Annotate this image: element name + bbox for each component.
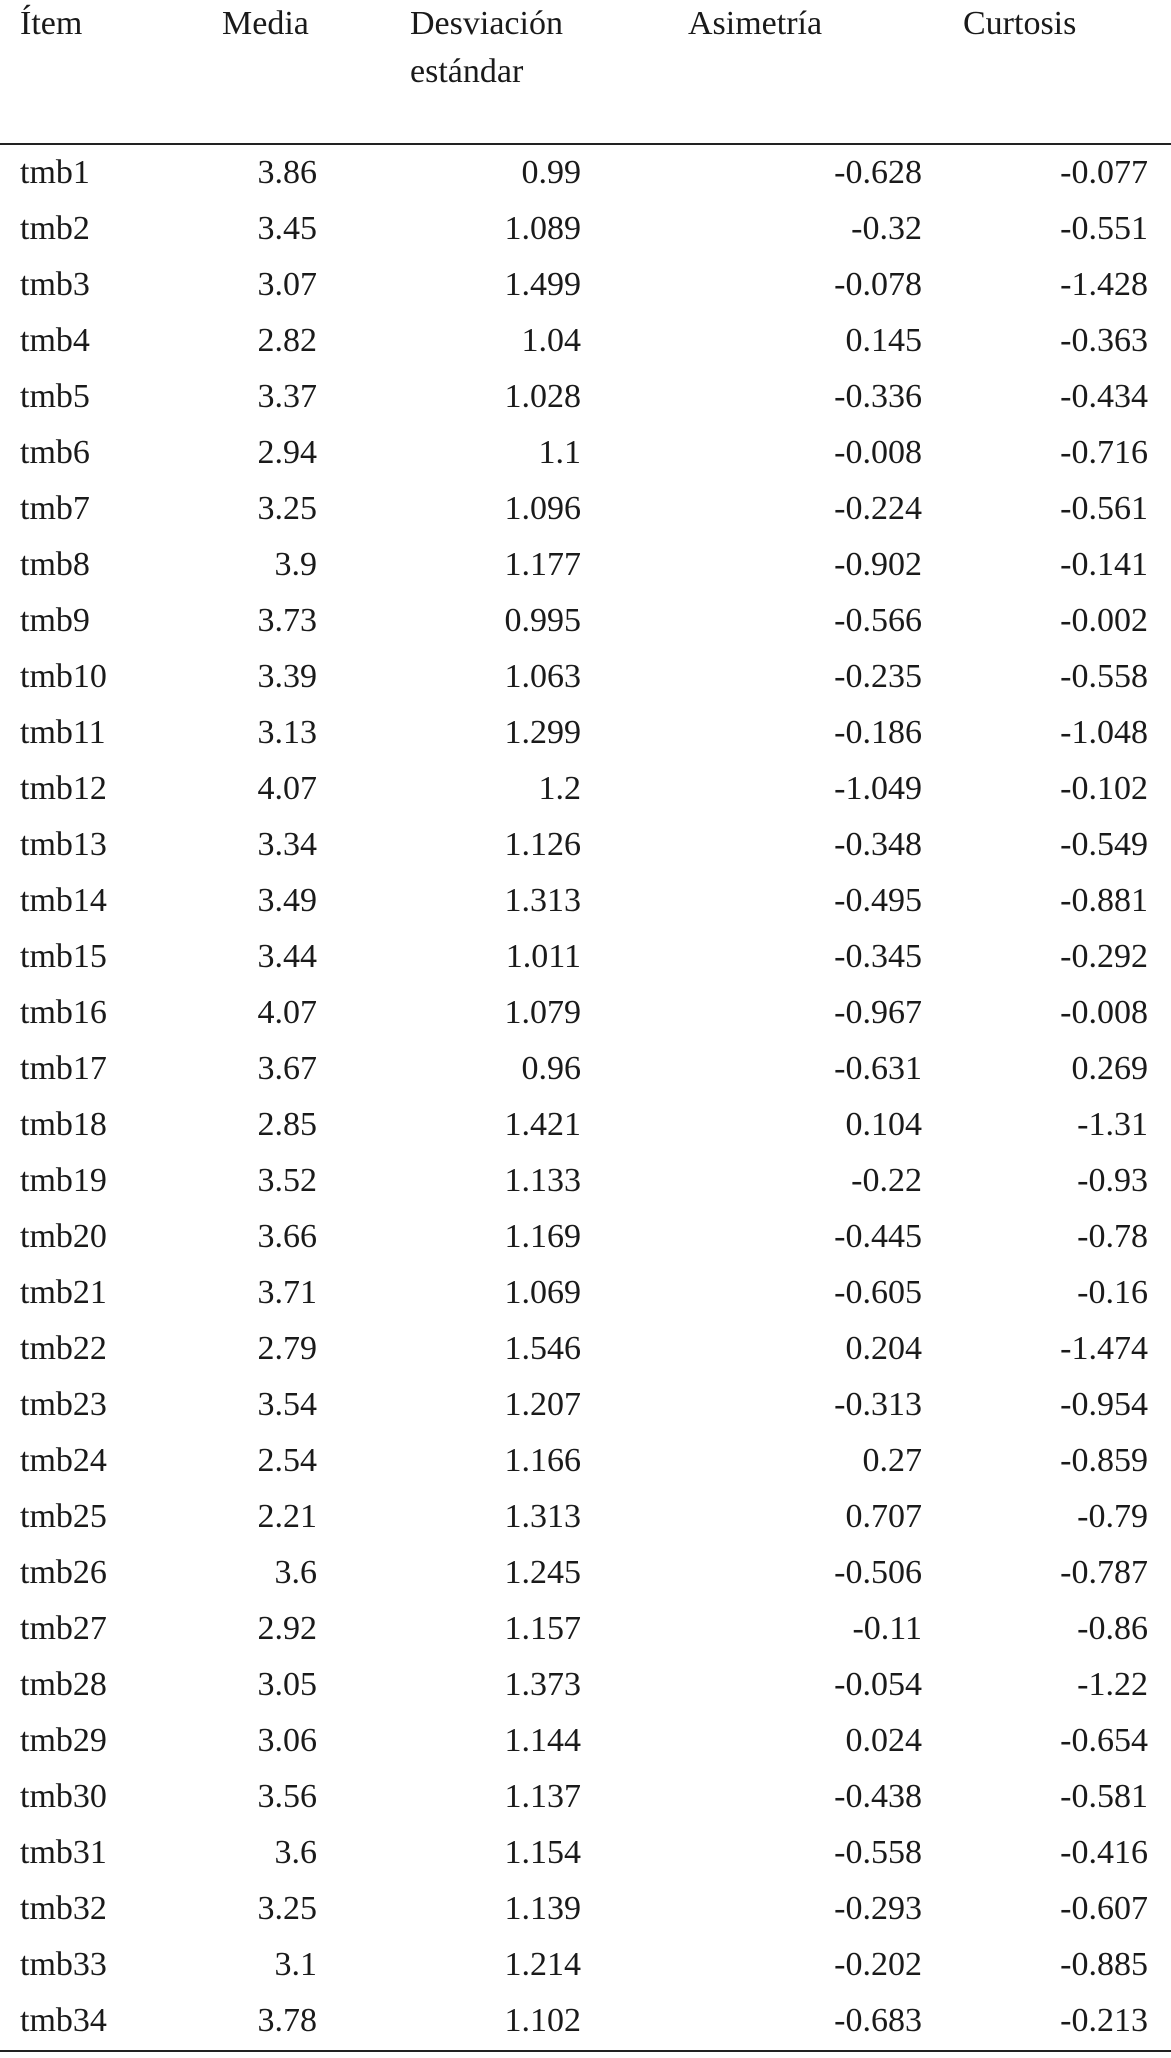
cell-media: 3.06: [257, 1722, 317, 1759]
cell-media: 3.6: [274, 1834, 317, 1871]
cell-media: 2.94: [257, 434, 317, 471]
cell-desviacion: 1.144: [504, 1722, 581, 1759]
cell-media: 3.54: [257, 1386, 317, 1423]
cell-media: 3.52: [257, 1162, 317, 1199]
cell-curtosis: -0.787: [1060, 1554, 1148, 1591]
cell-curtosis: -0.78: [1077, 1218, 1148, 1255]
cell-desviacion: 1.313: [504, 882, 581, 919]
table-row: [0, 1993, 1171, 2049]
cell-asimetria: -0.078: [834, 266, 922, 303]
cell-curtosis: -0.363: [1060, 322, 1148, 359]
cell-curtosis: 0.269: [1071, 1050, 1148, 1087]
cell-desviacion: 1.313: [504, 1498, 581, 1535]
cell-asimetria: 0.104: [845, 1106, 922, 1143]
cell-desviacion: 1.207: [504, 1386, 581, 1423]
cell-asimetria: -0.202: [834, 1946, 922, 1983]
table-row: [0, 369, 1171, 425]
cell-curtosis: -0.79: [1077, 1498, 1148, 1535]
cell-desviacion: 1.137: [504, 1778, 581, 1815]
cell-media: 4.07: [257, 994, 317, 1031]
cell-item: tmb3: [20, 266, 90, 303]
cell-desviacion: 1.373: [504, 1666, 581, 1703]
cell-item: tmb21: [20, 1274, 107, 1311]
cell-curtosis: -1.048: [1060, 714, 1148, 751]
cell-curtosis: -0.558: [1060, 658, 1148, 695]
cell-desviacion: 1.166: [504, 1442, 581, 1479]
cell-asimetria: 0.707: [845, 1498, 922, 1535]
cell-curtosis: -0.16: [1077, 1274, 1148, 1311]
header-desviacion-line1: Desviación: [410, 5, 563, 42]
bottom-rule: [0, 2050, 1171, 2052]
cell-asimetria: -0.313: [834, 1386, 922, 1423]
cell-curtosis: -0.86: [1077, 1610, 1148, 1647]
cell-item: tmb4: [20, 322, 90, 359]
cell-asimetria: -0.902: [834, 546, 922, 583]
cell-asimetria: -0.967: [834, 994, 922, 1031]
cell-item: tmb27: [20, 1610, 107, 1647]
cell-asimetria: 0.27: [862, 1442, 922, 1479]
table-row: [0, 593, 1171, 649]
table-body: [0, 145, 1171, 2049]
cell-desviacion: 1.069: [504, 1274, 581, 1311]
header-asimetria: Asimetría: [688, 5, 823, 42]
cell-curtosis: -1.428: [1060, 266, 1148, 303]
cell-desviacion: 1.102: [504, 2002, 581, 2039]
cell-media: 3.45: [257, 210, 317, 247]
cell-item: tmb24: [20, 1442, 107, 1479]
header-media: Media: [222, 5, 309, 42]
cell-media: 3.67: [257, 1050, 317, 1087]
cell-curtosis: -0.549: [1060, 826, 1148, 863]
cell-item: tmb28: [20, 1666, 107, 1703]
table-row: [0, 425, 1171, 481]
cell-desviacion: 1.421: [504, 1106, 581, 1143]
cell-media: 3.37: [257, 378, 317, 415]
cell-asimetria: -0.22: [851, 1162, 922, 1199]
cell-asimetria: -0.631: [834, 1050, 922, 1087]
cell-asimetria: -0.605: [834, 1274, 922, 1311]
cell-item: tmb16: [20, 994, 107, 1031]
cell-media: 3.9: [274, 546, 317, 583]
cell-desviacion: 1.139: [504, 1890, 581, 1927]
cell-media: 3.13: [257, 714, 317, 751]
cell-asimetria: 0.145: [845, 322, 922, 359]
cell-desviacion: 1.169: [504, 1218, 581, 1255]
cell-curtosis: -0.581: [1060, 1778, 1148, 1815]
cell-media: 2.79: [257, 1330, 317, 1367]
table-row: [0, 873, 1171, 929]
cell-desviacion: 0.96: [521, 1050, 581, 1087]
cell-media: 3.25: [257, 1890, 317, 1927]
cell-asimetria: -0.445: [834, 1218, 922, 1255]
cell-curtosis: -0.008: [1060, 994, 1148, 1031]
cell-item: tmb19: [20, 1162, 107, 1199]
table-row: [0, 817, 1171, 873]
cell-item: tmb20: [20, 1218, 107, 1255]
cell-item: tmb29: [20, 1722, 107, 1759]
cell-item: tmb33: [20, 1946, 107, 1983]
cell-desviacion: 1.011: [505, 938, 581, 975]
cell-asimetria: -0.558: [834, 1834, 922, 1871]
cell-asimetria: -0.32: [851, 210, 922, 247]
cell-curtosis: -0.292: [1060, 938, 1148, 975]
cell-media: 3.6: [274, 1554, 317, 1591]
cell-desviacion: 1.028: [504, 378, 581, 415]
table-row: [0, 1713, 1171, 1769]
cell-desviacion: 1.04: [521, 322, 581, 359]
header-item: Ítem: [20, 5, 83, 42]
cell-curtosis: -0.716: [1060, 434, 1148, 471]
cell-media: 3.07: [257, 266, 317, 303]
cell-media: 3.49: [257, 882, 317, 919]
cell-media: 3.86: [257, 154, 317, 191]
cell-asimetria: -0.235: [834, 658, 922, 695]
cell-media: 3.66: [257, 1218, 317, 1255]
table-row: [0, 1545, 1171, 1601]
cell-item: tmb12: [20, 770, 107, 807]
cell-asimetria: -0.345: [834, 938, 922, 975]
cell-desviacion: 1.245: [504, 1554, 581, 1591]
cell-item: tmb17: [20, 1050, 107, 1087]
cell-media: 4.07: [257, 770, 317, 807]
cell-asimetria: -0.008: [834, 434, 922, 471]
cell-asimetria: -0.348: [834, 826, 922, 863]
cell-desviacion: 1.299: [504, 714, 581, 751]
cell-desviacion: 1.096: [504, 490, 581, 527]
cell-asimetria: -0.11: [852, 1610, 922, 1647]
table-row: [0, 537, 1171, 593]
cell-asimetria: -0.186: [834, 714, 922, 751]
cell-desviacion: 1.157: [504, 1610, 581, 1647]
cell-curtosis: -0.077: [1060, 154, 1148, 191]
cell-curtosis: -0.213: [1060, 2002, 1148, 2039]
cell-desviacion: 1.154: [504, 1834, 581, 1871]
cell-media: 3.44: [257, 938, 317, 975]
cell-media: 3.25: [257, 490, 317, 527]
table-row: [0, 929, 1171, 985]
cell-media: 3.1: [274, 1946, 317, 1983]
table-row: [0, 1097, 1171, 1153]
cell-item: tmb5: [20, 378, 90, 415]
header-desviacion: [410, 0, 650, 96]
cell-curtosis: -0.002: [1060, 602, 1148, 639]
cell-curtosis: -0.607: [1060, 1890, 1148, 1927]
cell-item: tmb2: [20, 210, 90, 247]
table-row: [0, 145, 1171, 201]
cell-curtosis: -0.654: [1060, 1722, 1148, 1759]
cell-curtosis: -0.885: [1060, 1946, 1148, 1983]
cell-asimetria: -0.438: [834, 1778, 922, 1815]
cell-item: tmb6: [20, 434, 90, 471]
cell-asimetria: -0.628: [834, 154, 922, 191]
cell-media: 2.54: [257, 1442, 317, 1479]
cell-curtosis: -0.102: [1060, 770, 1148, 807]
cell-item: tmb23: [20, 1386, 107, 1423]
cell-curtosis: -0.93: [1077, 1162, 1148, 1199]
cell-item: tmb14: [20, 882, 107, 919]
cell-desviacion: 0.995: [504, 602, 581, 639]
cell-asimetria: -0.293: [834, 1890, 922, 1927]
cell-item: tmb31: [20, 1834, 107, 1871]
cell-desviacion: 1.177: [504, 546, 581, 583]
cell-curtosis: -0.416: [1060, 1834, 1148, 1871]
table-row: [0, 1433, 1171, 1489]
cell-curtosis: -1.474: [1060, 1330, 1148, 1367]
table-row: [0, 1321, 1171, 1377]
cell-item: tmb11: [20, 714, 106, 751]
cell-media: 3.39: [257, 658, 317, 695]
cell-item: tmb15: [20, 938, 107, 975]
table-row: [0, 1881, 1171, 1937]
table-row: [0, 201, 1171, 257]
table-row: [0, 1209, 1171, 1265]
header-curtosis: Curtosis: [963, 5, 1077, 42]
cell-item: tmb32: [20, 1890, 107, 1927]
cell-desviacion: 0.99: [521, 154, 581, 191]
cell-item: tmb13: [20, 826, 107, 863]
cell-item: tmb8: [20, 546, 90, 583]
cell-item: tmb22: [20, 1330, 107, 1367]
table-row: [0, 761, 1171, 817]
cell-item: tmb18: [20, 1106, 107, 1143]
cell-asimetria: -0.495: [834, 882, 922, 919]
cell-desviacion: 1.499: [504, 266, 581, 303]
table-row: [0, 985, 1171, 1041]
cell-item: tmb26: [20, 1554, 107, 1591]
header-desviacion-line2: estándar: [410, 53, 524, 90]
cell-media: 3.78: [257, 2002, 317, 2039]
table-row: [0, 1041, 1171, 1097]
table-row: [0, 1769, 1171, 1825]
table-row: [0, 1265, 1171, 1321]
cell-media: 3.73: [257, 602, 317, 639]
cell-media: 3.56: [257, 1778, 317, 1815]
cell-desviacion: 1.089: [504, 210, 581, 247]
cell-item: tmb30: [20, 1778, 107, 1815]
cell-curtosis: -0.954: [1060, 1386, 1148, 1423]
cell-asimetria: -0.336: [834, 378, 922, 415]
table-row: [0, 1601, 1171, 1657]
cell-item: tmb25: [20, 1498, 107, 1535]
table-row: [0, 1377, 1171, 1433]
cell-desviacion: 1.1: [538, 434, 581, 471]
cell-asimetria: 0.204: [845, 1330, 922, 1367]
cell-asimetria: -0.224: [834, 490, 922, 527]
cell-desviacion: 1.126: [504, 826, 581, 863]
table-header: [0, 0, 1171, 145]
table-row: [0, 1657, 1171, 1713]
cell-asimetria: -0.506: [834, 1554, 922, 1591]
table-row: [0, 313, 1171, 369]
cell-curtosis: -1.22: [1077, 1666, 1148, 1703]
cell-media: 3.05: [257, 1666, 317, 1703]
cell-item: tmb10: [20, 658, 107, 695]
cell-curtosis: -0.434: [1060, 378, 1148, 415]
cell-asimetria: 0.024: [845, 1722, 922, 1759]
cell-item: tmb9: [20, 602, 90, 639]
cell-asimetria: -0.054: [834, 1666, 922, 1703]
table-row: [0, 1937, 1171, 1993]
cell-desviacion: 1.133: [504, 1162, 581, 1199]
cell-media: 3.71: [257, 1274, 317, 1311]
cell-curtosis: -0.561: [1060, 490, 1148, 527]
cell-media: 2.21: [257, 1498, 317, 1535]
cell-media: 2.85: [257, 1106, 317, 1143]
cell-item: tmb7: [20, 490, 90, 527]
cell-desviacion: 1.546: [504, 1330, 581, 1367]
cell-media: 3.34: [257, 826, 317, 863]
cell-media: 2.82: [257, 322, 317, 359]
cell-curtosis: -0.551: [1060, 210, 1148, 247]
table-row: [0, 257, 1171, 313]
cell-asimetria: -0.566: [834, 602, 922, 639]
table-row: [0, 1153, 1171, 1209]
cell-desviacion: 1.079: [504, 994, 581, 1031]
cell-item: tmb1: [20, 154, 90, 191]
cell-desviacion: 1.063: [504, 658, 581, 695]
cell-desviacion: 1.214: [504, 1946, 581, 1983]
cell-media: 2.92: [257, 1610, 317, 1647]
cell-curtosis: -0.141: [1060, 546, 1148, 583]
cell-desviacion: 1.2: [538, 770, 581, 807]
cell-asimetria: -0.683: [834, 2002, 922, 2039]
table-row: [0, 1489, 1171, 1545]
cell-curtosis: -0.859: [1060, 1442, 1148, 1479]
table-row: [0, 649, 1171, 705]
cell-curtosis: -1.31: [1077, 1106, 1148, 1143]
table-row: [0, 705, 1171, 761]
cell-curtosis: -0.881: [1060, 882, 1148, 919]
table-row: [0, 1825, 1171, 1881]
table-row: [0, 481, 1171, 537]
cell-asimetria: -1.049: [834, 770, 922, 807]
cell-item: tmb34: [20, 2002, 107, 2039]
